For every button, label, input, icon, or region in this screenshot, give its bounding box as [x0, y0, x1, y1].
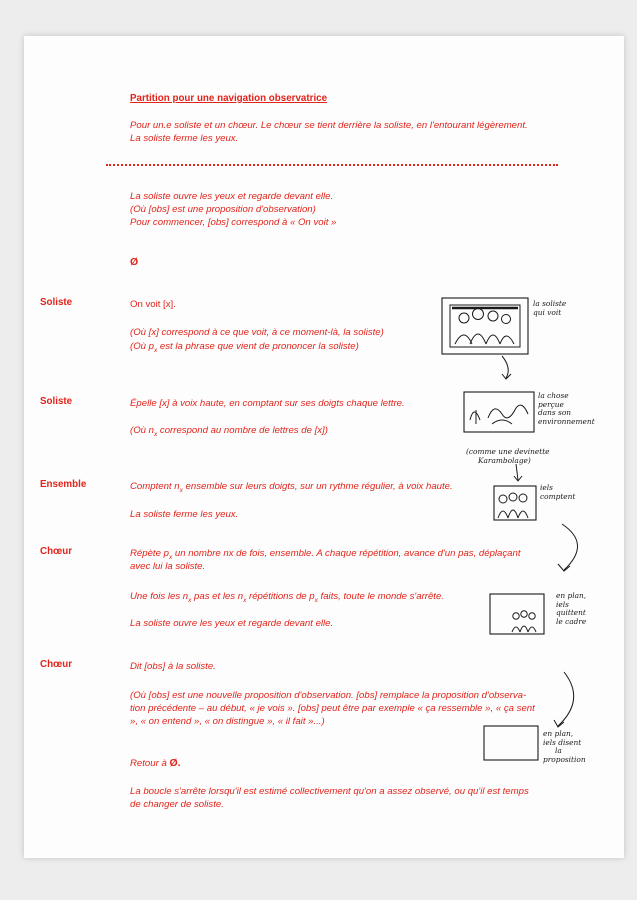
block1-note2: (Où $p_x$ est la phrase que vient de prononcer la soliste) [130, 341, 359, 354]
conclusion-line-2: de changer de soliste. [130, 799, 224, 810]
block5-note2: tion précédente – au début, « je vois ». [obs] peut être par exemple « ça ressemble », « ça sent [130, 703, 535, 714]
empty-set-symbol: Ø [130, 256, 139, 268]
sketch-arrow-2 [510, 464, 526, 484]
conclusion-line-1: La boucle s'arrête lorsqu'il est estimé collectivement qu'on a assez observé, ou qu'il est temps [130, 786, 529, 797]
retour-line: Retour à Ø. [130, 757, 181, 769]
block5-note1: (Où [obs] est une nouvelle proposition d'observation. [obs] remplace la proposition d'observa- [130, 690, 527, 701]
block3-line2: La soliste ferme les yeux. [130, 509, 239, 520]
document-title: Partition pour une navigation observatrice [130, 93, 328, 104]
block4-line1: Répète $p_x$ un nombre nx de fois, ensemble. A chaque répétition, avance d'un pas, déplaçant [130, 548, 521, 561]
sketch-note-soliste: la soliste qui voit [533, 299, 567, 317]
intro-line-2: La soliste ferme les yeux. [130, 133, 239, 144]
role-soliste-2: Soliste [40, 396, 73, 407]
block1-line1: On voit [x]. [130, 299, 176, 310]
sketch-quittent-cadre [488, 592, 550, 640]
sketch-note-comptent: iels comptent [540, 483, 576, 501]
sketch-arrow-4 [544, 672, 584, 730]
setup-line-2: (Où [obs] est une proposition d'observation) [130, 204, 316, 215]
block4-line2: Une fois les $n_x$ pas et les $n_x$ répétitions de $p_x$ faits, toute le monde s'arrête. [130, 591, 444, 604]
setup-line-3: Pour commencer, [obs] correspond à « On voit » [130, 217, 337, 228]
role-ensemble: Ensemble [40, 479, 87, 490]
block5-line1: Dit [obs] à la soliste. [130, 661, 216, 672]
block5-note3: », « on entend », « on distingue », « il fait »...) [130, 716, 325, 727]
role-choeur-1: Chœur [40, 546, 73, 557]
role-soliste-1: Soliste [40, 297, 73, 308]
sketch-soliste-frame [440, 296, 530, 376]
sketch-note-chose: la chose perçue dans son environnement [538, 391, 595, 426]
block4-line1b: avec lui la soliste. [130, 561, 206, 572]
sketch-note-disent: en plan, iels disent la proposition [543, 729, 586, 764]
block2-note1: (Où $n_x$ correspond au nombre de lettres de [x]) [130, 425, 328, 438]
block2-line1: Épelle [x] à voix haute, en comptant sur ses doigts chaque lettre. [130, 398, 405, 409]
sketch-note-devinette: (comme une devinette Karambolage) [466, 447, 550, 465]
setup-line-1: La soliste ouvre les yeux et regarde devant elle. [130, 191, 334, 202]
sketch-note-quittent: en plan, iels quittent le cadre [556, 591, 587, 626]
block3-line1: Comptent $n_x$ ensemble sur leurs doigts, sur un rythme régulier, à voix haute. [130, 481, 453, 494]
intro-line-1: Pour un.e soliste et un chœur. Le chœur se tient derrière la soliste, en l'entourant légèrement. [130, 120, 528, 131]
sketch-disent-proposition [482, 724, 544, 764]
sketch-chose-percue [462, 390, 536, 444]
block1-note1: (Où [x] correspond à ce que voit, à ce moment-là, la soliste) [130, 327, 384, 338]
role-choeur-2: Chœur [40, 659, 73, 670]
block4-line3: La soliste ouvre les yeux et regarde devant elle. [130, 618, 334, 629]
dotted-separator [106, 164, 558, 166]
